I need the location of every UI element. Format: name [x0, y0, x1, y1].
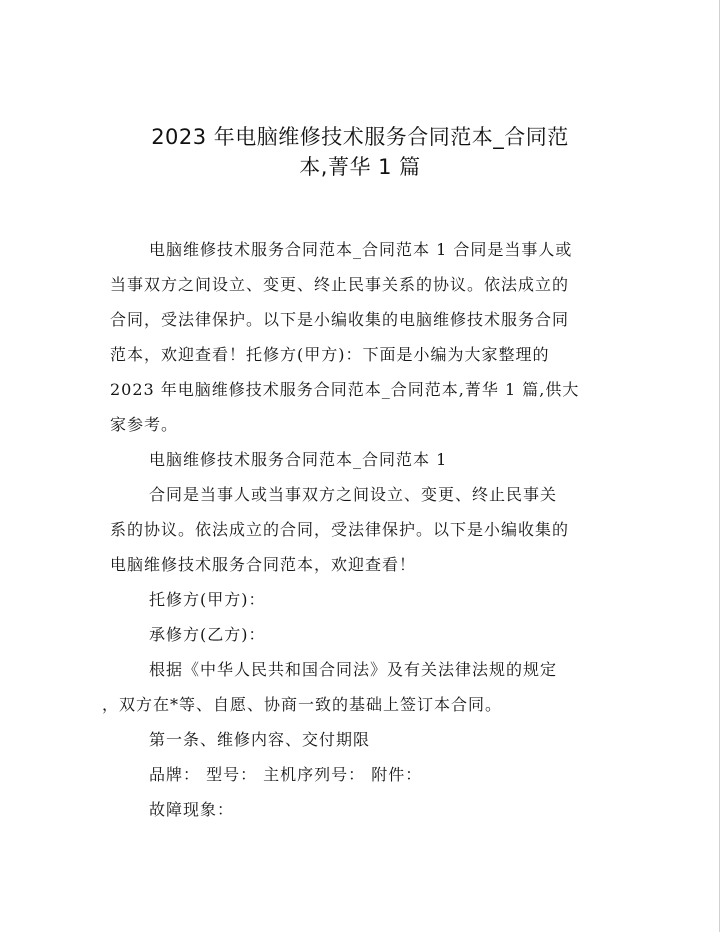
device-fields-line: 品牌： 型号： 主机序列号： 附件： [149, 765, 423, 784]
section-line-3: 电脑维修技术服务合同范本，欢迎查看！ [110, 555, 417, 574]
section-line-1: 合同是当事人或当事双方之间设立、变更、终止民事关 [149, 485, 558, 504]
section-heading: 电脑维修技术服务合同范本_合同范本 1 [149, 450, 448, 469]
party-b-line: 承修方(乙方)： [149, 625, 266, 644]
title-line-2: 本,菁华 1 篇 [299, 155, 421, 179]
law-line-1: 根据《中华人民共和国合同法》及有关法律法规的规定 [149, 660, 558, 679]
title-line-1: 2023 年电脑维修技术服务合同范本_合同范 [151, 125, 569, 149]
intro-line-4: 范本，欢迎查看！托修方(甲方)：下面是小编为大家整理的 [110, 345, 550, 364]
intro-line-5: 2023 年电脑维修技术服务合同范本_合同范本,菁华 1 篇,供大 [110, 380, 580, 399]
fault-description-line: 故障现象： [149, 800, 235, 819]
intro-line-6: 家参考。 [110, 415, 179, 434]
intro-line-3: 合同，受法律保护。以下是小编收集的电脑维修技术服务合同 [110, 310, 570, 329]
article-one-heading: 第一条、维修内容、交付期限 [149, 730, 371, 749]
section-line-2: 系的协议。依法成立的合同，受法律保护。以下是小编收集的 [110, 520, 570, 539]
law-line-2: ，双方在*等、自愿、协商一致的基础上签订本合同。 [102, 695, 503, 714]
intro-line-1: 电脑维修技术服务合同范本_合同范本 1 合同是当事人或 [149, 240, 573, 259]
intro-line-2: 当事双方之间设立、变更、终止民事关系的协议。依法成立的 [110, 275, 570, 294]
document-title [100, 122, 620, 182]
document-body [102, 232, 615, 827]
party-a-line: 托修方(甲方)： [149, 590, 266, 609]
